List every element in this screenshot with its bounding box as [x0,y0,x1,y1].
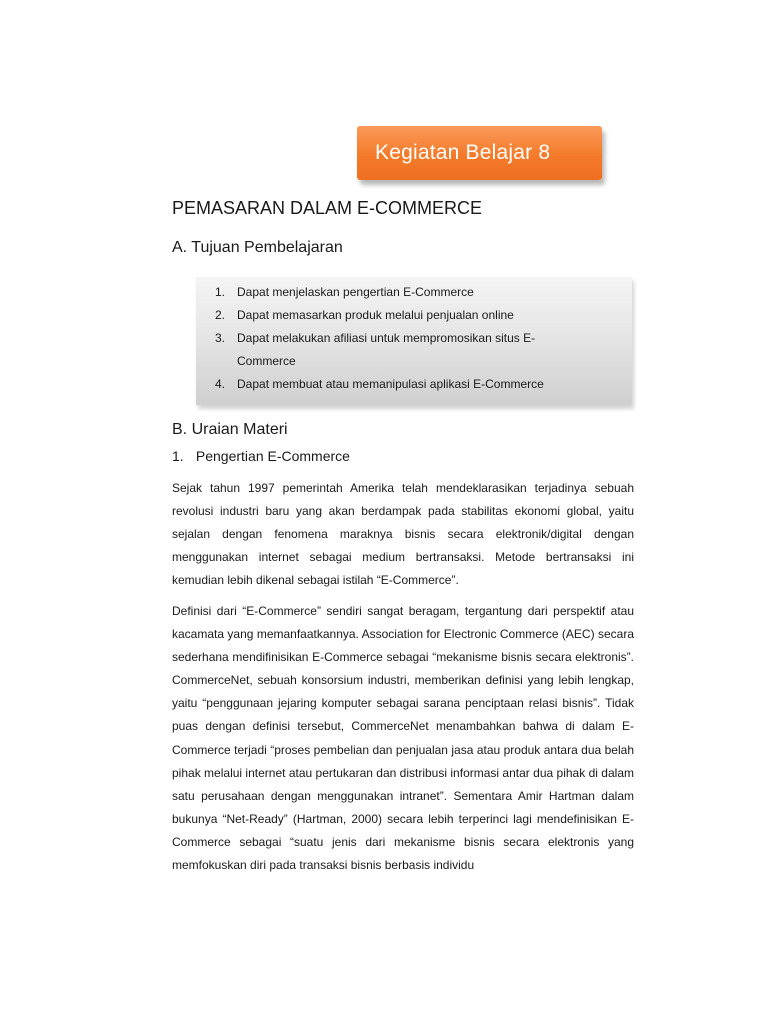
objective-item [196,373,632,396]
objective-number: 4. [215,377,226,391]
objectives-list [196,277,632,396]
objective-text: Dapat memasarkan produk melalui penjualan online [237,308,514,322]
objective-item [196,327,632,373]
objective-item [196,281,632,304]
objective-text: Dapat membuat atau memanipulasi aplikasi E-Commerce [237,377,544,391]
section-heading-material: B. Uraian Materi [172,421,288,438]
body-paragraph: Definisi dari “E-Commerce” sendiri sangat beragam, tergantung dari perspektif atau kacamata yang memanfaatkannya. Association for Electronic Commerce (AEC) secara sederhana mendifinisikan E-Commerce sebagai “mekanisme bisnis secara elektronis”. CommerceNet, sebuah konsorsium industri, memberikan definisi yang lebih lengkap, yaitu “penggunaan jejaring komputer sebagai sarana penciptaan relasi bisnis”. Tidak puas dengan definisi tersebut, CommerceNet menambahkan bahwa di dalam E-Commerce terjadi “proses pembelian dan penjualan jasa atau produk antara dua belah pihak melalui internet atau pertukaran dan distribusi informasi antar dua pihak di dalam satu perusahaan dengan menggunakan intranet”. Sementara Amir Hartman dalam bukunya “Net-Ready” (Hartman, 2000) secara lebih terperinci lagi mendefinisikan E-Commerce sebagai “suatu jenis dari mekanisme bisnis secara elektronis yang memfokuskan diri pada transaksi bisnis berbasis individu [172,604,634,873]
subsection-number: 1. [172,448,184,464]
objectives-box [196,277,632,405]
body-paragraph: Sejak tahun 1997 pemerintah Amerika telah mendeklarasikan terjadinya sebuah revolusi industri baru yang akan berdampak pada stabilitas ekonomi global, yaitu sejalan dengan fenomena maraknya bisnis secara elektronik/digital dengan menggunakan internet sebagai medium bertransaksi. Metode bertransaksi ini kemudian lebih dikenal sebagai istilah “E-Commerce”. [172,481,634,588]
objective-number: 3. [215,331,226,345]
subsection-title: Pengertian E-Commerce [195,448,350,464]
objective-number: 1. [215,285,226,299]
chapter-badge [357,126,602,180]
objective-item [196,304,632,327]
objective-number: 2. [215,308,226,322]
section-heading-objectives: A. Tujuan Pembelajaran [172,239,343,256]
subsection-heading [172,448,350,464]
objective-text: Dapat menjelaskan pengertian E-Commerce [237,285,474,299]
objective-text: Dapat melakukan afiliasi untuk mempromosikan situs E-Commerce [237,331,536,368]
chapter-title: PEMASARAN DALAM E-COMMERCE [172,198,483,218]
chapter-badge-label: Kegiatan Belajar 8 [375,141,551,164]
